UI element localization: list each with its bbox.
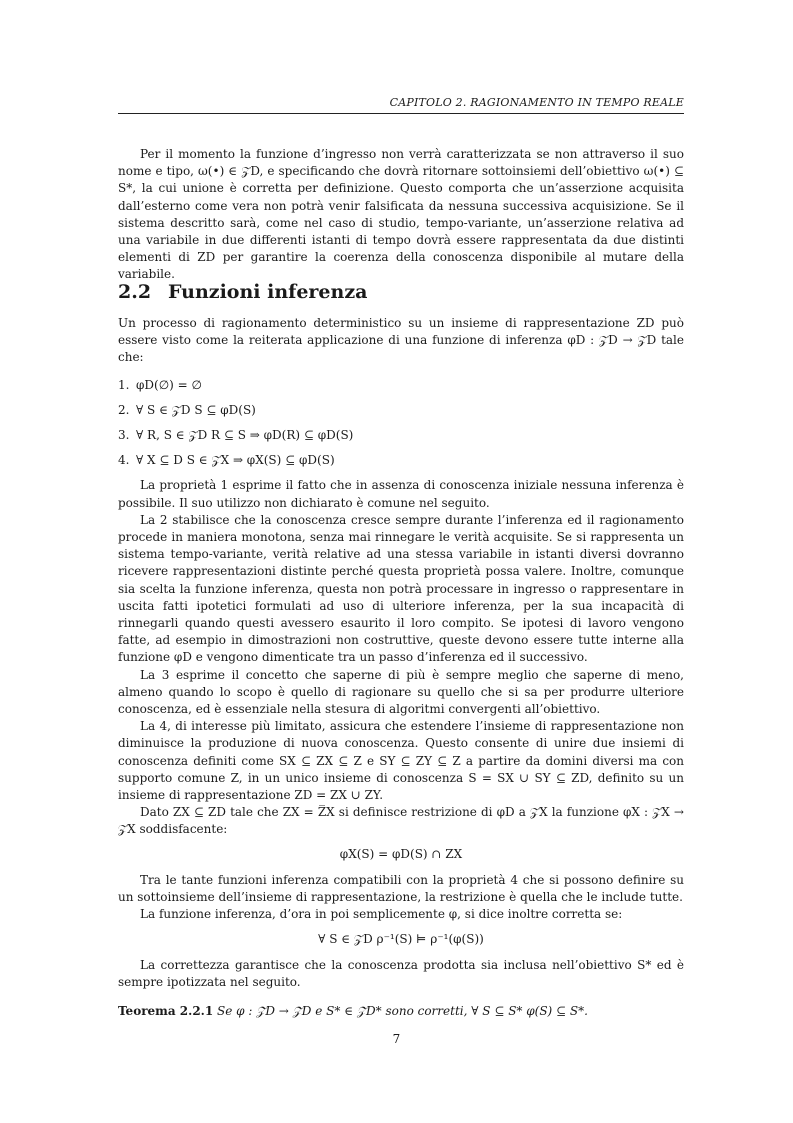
theorem-body: Se φ : 𝒵D → 𝒵D e S* ∈ 𝒵D* sono corretti, ∀ S ⊆ S* φ(S) ⊆ S*.: [217, 1004, 588, 1019]
paragraph-prop3: La 3 esprime il concetto che saperne di più è sempre meglio che saperne di meno, almeno quando lo scopo è quello di ragionare su quello che si sa per produrre ulteriore conoscenza, ed è essenziale nella stesura di algoritmi convergenti all’obiettivo.: [118, 667, 684, 717]
theorem-label: Teorema 2.2.1: [118, 1004, 214, 1019]
section-intro: Un processo di ragionamento deterministico su un insieme di rappresentazione ZD può essere visto come la reiterata applicazione di una funzione di inferenza φD : 𝒵D → 𝒵D tale che:: [118, 316, 684, 365]
paragraph-correct: La funzione inferenza, d’ora in poi semplicemente φ, si dice inoltre corretta se:: [140, 907, 623, 922]
paragraph-after-eq1: Tra le tante funzioni inferenza compatibili con la proprietà 4 che si possono definire su un sottoinsieme dell’insieme di rappresentazione, la restrizione è quella che le include tutte.: [118, 872, 684, 905]
theorem: [118, 1003, 684, 1020]
paragraph-restriction: Dato ZX ⊆ ZD tale che ZX = Z̅X si definisce restrizione di φD a 𝒵X la funzione φX : 𝒵X → 𝒵X soddisfacente:: [118, 805, 684, 837]
property-number: 1.: [118, 377, 130, 392]
property-item: [118, 377, 684, 394]
property-text: ∀ S ∈ 𝒵D S ⊆ φD(S): [136, 402, 256, 417]
paragraph-prop1: La proprietà 1 esprime il fatto che in assenza di conoscenza iniziale nessuna inferenza è possibile. Il suo utilizzo non dichiarato è comune nel seguito.: [118, 478, 684, 510]
intro-block: [118, 146, 684, 284]
paragraph-prop2: La 2 stabilisce che la conoscenza cresce sempre durante l’inferenza ed il ragionamento procede in maniera monotona, senza mai rinnegare le verità acquisite. Se si rappresenta un sistema tempo-variante, verità relative ad una stessa variabile in istanti diversi dovranno ricevere rappresentazioni distinte perché questa proprietà possa valere. Inoltre, comunque sia scelta la funzione inferenza, questa non potrà processare in ingresso o rappresentare in uscita fatti ipotetici formulati ad uso di ulteriore inferenza, per la sua incapacità di rinnegarli quando questi avessero esaurito il loro compito. Se ipotesi di lavoro vengono fatte, ad esempio in dimostrazioni non costruttive, queste devono essere tutte interne alla funzione φD e vengono dimenticate tra un passo d’inferenza ed il successivo.: [118, 512, 684, 665]
property-text: ∀ X ⊆ D S ∈ 𝒵X ⇒ φX(S) ⊆ φD(S): [136, 453, 335, 468]
property-item: [118, 427, 684, 444]
property-text: ∀ R, S ∈ 𝒵D R ⊆ S ⇒ φD(R) ⊆ φD(S): [136, 428, 354, 443]
equation-restriction: φX(S) = φD(S) ∩ ZX: [339, 846, 463, 861]
section-number: 2.2: [118, 281, 152, 303]
section-heading: [118, 281, 367, 303]
equation-correct: ∀ S ∈ 𝒵D ρ⁻¹(S) ⊨ ρ⁻¹(φ(S)): [318, 931, 484, 946]
property-text: φD(∅) = ∅: [136, 377, 202, 392]
property-number: 4.: [118, 453, 130, 468]
property-list: [118, 377, 684, 470]
section-title: Funzioni inferenza: [168, 281, 368, 303]
header-rule: [118, 113, 684, 114]
property-number: 2.: [118, 402, 130, 417]
section-body: [118, 315, 684, 1020]
intro-paragraph: Per il momento la funzione d’ingresso non verrà caratterizzata se non attraverso il suo nome e tipo, ω(•) ∈ 𝒵D, e specificando che dovrà ritornare sottoinsiemi dell’obiettivo ω(•) ⊆ S*, la cui unione è corretta per definizione. Questo comporta che un’asserzione acquisita dall’esterno come vera non potrà venir falsificata da nessuna successiva acquisizione. Se il sistema descritto sarà, come nel caso di studio, tempo-variante, un’asserzione relativa ad una variabile in due differenti istanti di tempo dovrà essere rappresentata da due distinti elementi di ZD per garantire la coerenza della conoscenza disponibile al mutare della variabile.: [118, 147, 684, 282]
paragraph-after-eq2: La correttezza garantisce che la conoscenza prodotta sia inclusa nell’obiettivo S* ed è sempre ipotizzata nel seguito.: [118, 957, 684, 989]
page-number: 7: [392, 1032, 401, 1046]
property-item: [118, 452, 684, 469]
property-item: [118, 402, 684, 419]
property-number: 3.: [118, 428, 130, 443]
running-header: CAPITOLO 2. RAGIONAMENTO IN TEMPO REALE: [389, 96, 684, 109]
paragraph-prop4: La 4, di interesse più limitato, assicura che estendere l’insieme di rappresentazione non diminuisce la produzione di nuova conoscenza. Questo consente di unire due insiemi di conoscenza definiti come SX ⊆ ZX ⊆ Z e SY ⊆ ZY ⊆ Z a partire da domini diversi ma con supporto comune Z, in un unico insieme di conoscenza S = SX ∪ SY ⊆ ZD, definito su un insieme di rappresentazione ZD = ZX ∪ ZY.: [118, 719, 684, 803]
